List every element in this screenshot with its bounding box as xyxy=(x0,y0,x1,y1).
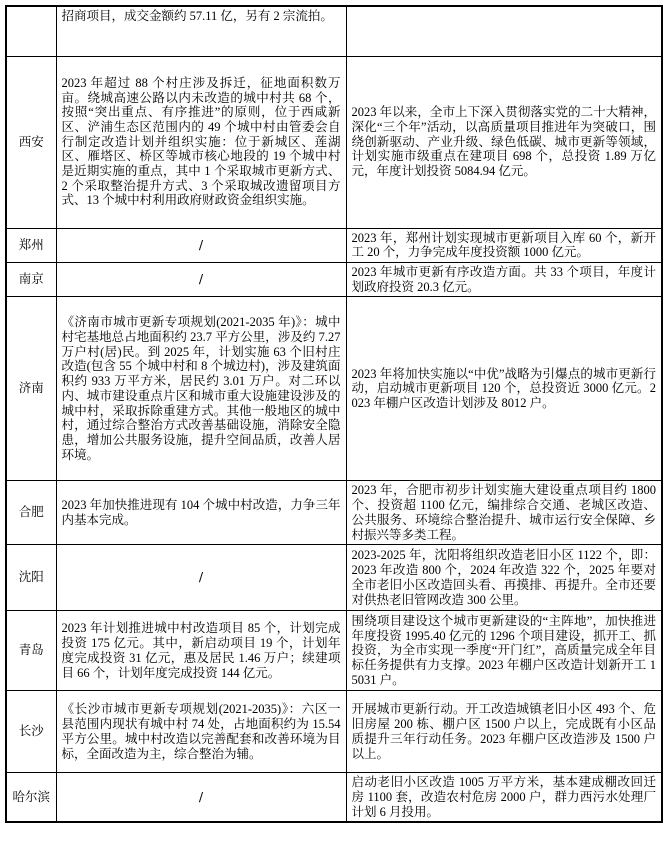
action-cell: 启动老旧小区改造 1005 万平方米，基本建成棚改回迁房 1100 套，改造农村危房 2000 户，群力西污水处理厂计划 6 月投用。 xyxy=(346,773,662,823)
city-cell: 合肥 xyxy=(6,481,56,545)
action-cell: 开展城市更新行动。开工改造城镇老旧小区 493 个、危旧房屋 200 栋、棚户区 1500 户以上，完成既有小区品质提升三年行动任务。2023 年棚户区改造涉及 1500 户以上。 xyxy=(346,691,662,773)
plan-cell: 2023 年超过 88 个村庄涉及拆迁，征地面积数万亩。绕城高速公路以内未改造的城中村共 68 个，按照“突出重点、有序推进”的原则，位于西咸新区、浐浦生态区范围内的 49 个城中村由管委会自行制定改造计划并组织实施：位于新城区、莲湖区、雁塔区、桥区等城市核心地段的 19 个城中村是近期实施的重点，其中 1 个采取城市更新方式、2 个采取整治提升方式、3 个采取城改遗留项目方式、13 个城中村利用政府财政资金组织实施。 xyxy=(56,56,346,228)
table-row xyxy=(6,297,662,481)
table-row xyxy=(6,691,662,773)
table-row xyxy=(6,481,662,545)
action-cell: 2023 年，郑州计划实现城市更新项目入库 60 个，新开工 20 个，力争完成年度投资额 1000 亿元。 xyxy=(346,228,662,262)
city-renewal-table xyxy=(5,5,663,823)
plan-cell: / xyxy=(56,773,346,823)
action-cell: 2023 年，合肥市初步计划实施大建设重点项目约 1800 个、投资超 1100 亿元，编排综合交通、老城区改造、公共服务、环境综合整治提升、城市运行安全保障、乡村振兴等多类工程。 xyxy=(346,481,662,545)
city-cell: 郑州 xyxy=(6,228,56,262)
table-row xyxy=(6,262,662,296)
city-cell: 哈尔滨 xyxy=(6,773,56,823)
table-row xyxy=(6,6,662,56)
action-cell: 2023 年城市更新有序改造方面。共 33 个项目，年度计划政府投资 20.3 亿元。 xyxy=(346,262,662,296)
city-cell: 青岛 xyxy=(6,611,56,691)
plan-cell: 《长沙市城市更新专项规划(2021-2035)》：六区一县范围内现状有城中村 74 处，占地面积约为 15.54 平方公里。城中村改造以完善配套和改善环境为目标，全面改造为主，综合整治为辅。 xyxy=(56,691,346,773)
table-row xyxy=(6,545,662,611)
plan-cell: 2023 年计划推进城中村改造项目 85 个，计划完成投资 175 亿元。其中，新启动项目 19 个，计划年度完成投资 31 亿元，惠及居民 1.46 万户；续建项目 66 个，计划年度完成投资 144 亿元。 xyxy=(56,611,346,691)
city-cell: 沈阳 xyxy=(6,545,56,611)
table-row xyxy=(6,56,662,228)
action-cell: 2023-2025 年，沈阳将组织改造老旧小区 1122 个，即：2023 年改造 800 个，2024 年改造 322 个，2025 年要对全市老旧小区改造回头看、再摸排、再提升。全市还要对供热老旧管网改造 300 公里。 xyxy=(346,545,662,611)
plan-cell: 2023 年加快推进现有 104 个城中村改造，力争三年内基本完成。 xyxy=(56,481,346,545)
table-row xyxy=(6,228,662,262)
city-cell: 南京 xyxy=(6,262,56,296)
city-cell: 长沙 xyxy=(6,691,56,773)
action-cell xyxy=(346,6,662,56)
plan-cell: 《济南市城市更新专项规划(2021-2035 年)》：城中村宅基地总占地面积约 23.7 平方公里，涉及约 7.27 万户村(居)民。到 2025 年，计划实施 63 个旧村庄改造(包含 55 个城中村和 8 个城边村)，涉及建筑面积约 933 万平方米，居民约 3.01 万户。对二环以内、城市建设重点片区和城市重大设施建设涉及的城中村，采取拆除重建方式。其他一般地区的城中村，通过综合整治方式改善基础设施，消除安全隐患，增加公共服务设施，提升空间品质，改善人居环境。 xyxy=(56,297,346,481)
action-cell: 2023 年以来，全市上下深入贯彻落实党的二十大精神，深化“三个年”活动，以高质量项目推进年为突破口，围绕创新驱动、产业升级、绿色低碳、城市更新等领域，计划实施市级重点在建项目 698 个，总投资 1.89 万亿元，年度计划投资 5084.94 亿元。 xyxy=(346,56,662,228)
city-cell: 济南 xyxy=(6,297,56,481)
action-cell: 围绕项目建设这个城市更新建设的“主阵地”，加快推进年度投资 1995.40 亿元的 1296 个项目建设，抓开工、抓投资，为全市实现一季度“开门红”，高质量完成全年目标任务提供有力支撑。2023 年棚户区改造计划新开工 15031 户。 xyxy=(346,611,662,691)
city-cell: 西安 xyxy=(6,56,56,228)
table-body xyxy=(6,6,662,822)
table-row xyxy=(6,773,662,823)
plan-cell: / xyxy=(56,228,346,262)
city-cell xyxy=(6,6,56,56)
plan-cell: / xyxy=(56,262,346,296)
plan-cell: 招商项目，成交金额约 57.11 亿，另有 2 宗流拍。 xyxy=(56,6,346,56)
table-row xyxy=(6,611,662,691)
plan-cell: / xyxy=(56,545,346,611)
action-cell: 2023 年将加快实施以“中优”战略为引爆点的城市更新行动，启动城市更新项目 120 个，总投资近 3000 亿元。2023 年棚户区改造计划涉及 8012 户。 xyxy=(346,297,662,481)
